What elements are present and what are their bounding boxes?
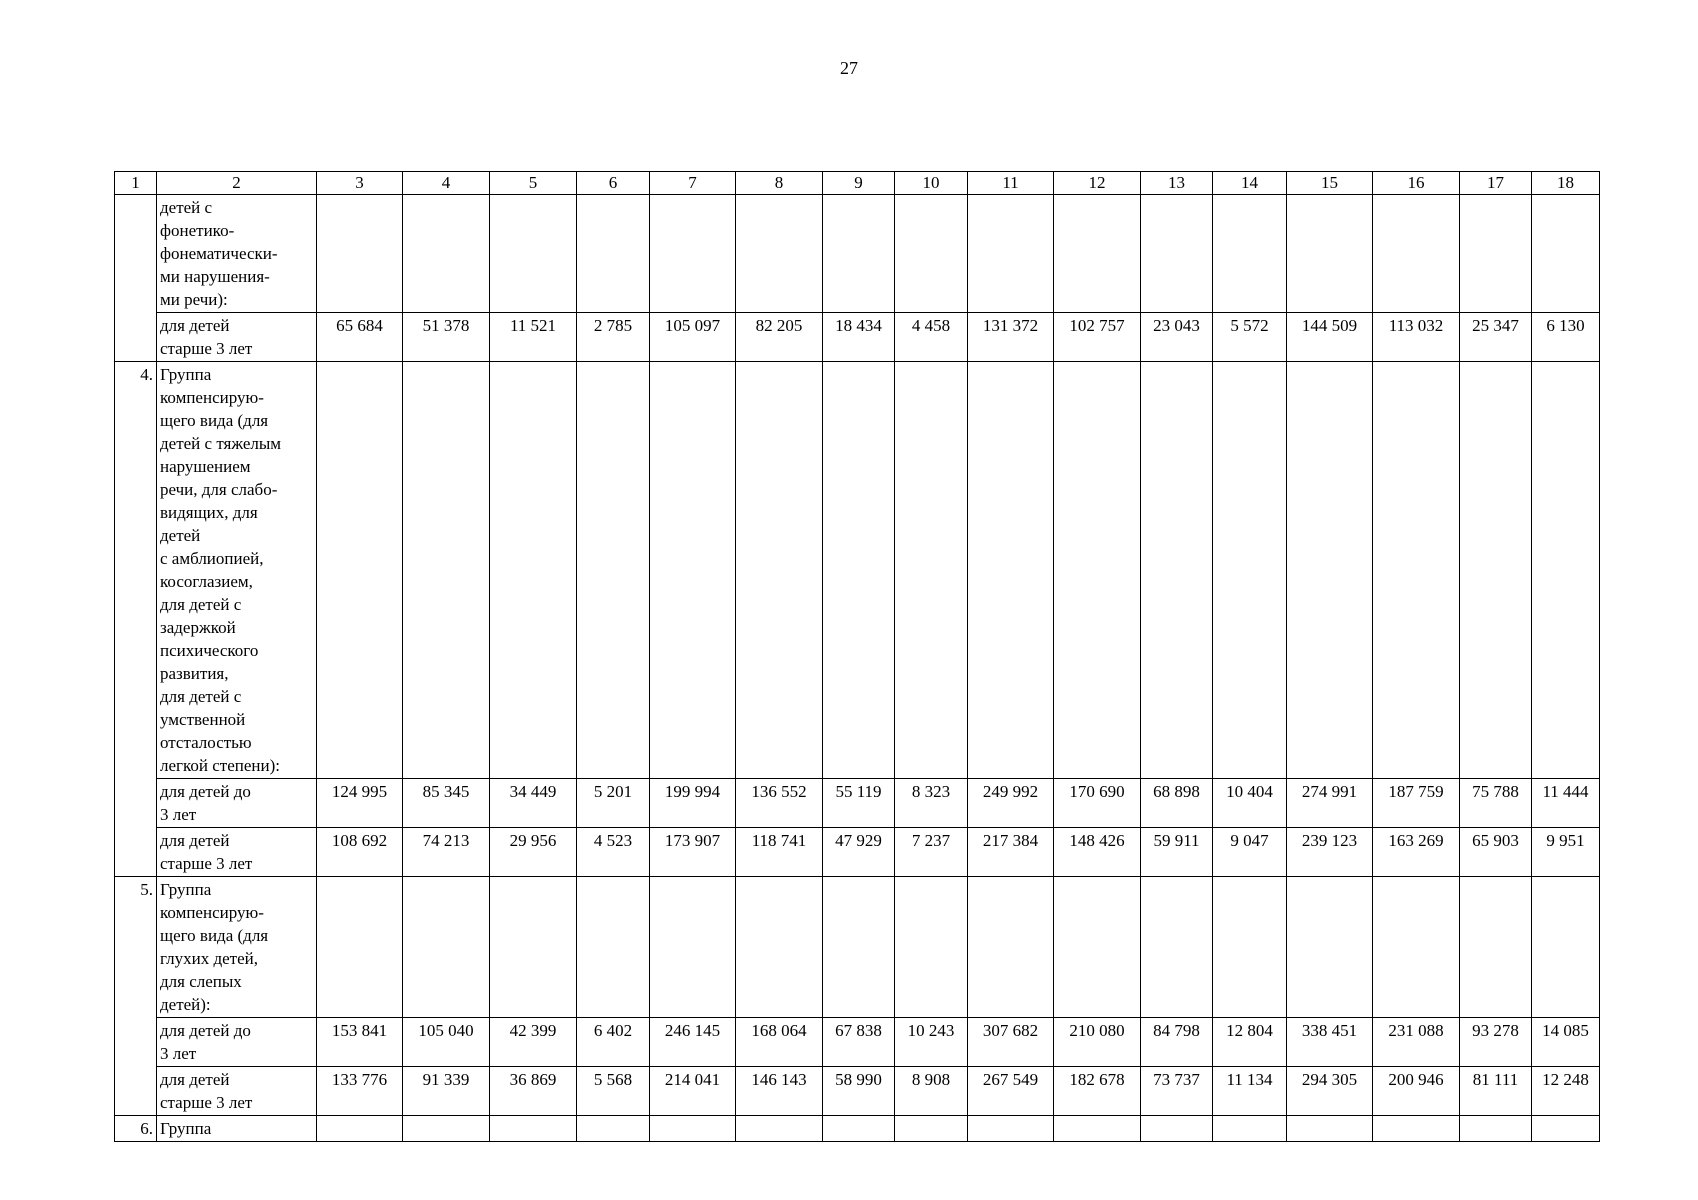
value-cell-col-8	[736, 877, 823, 1018]
value-cell-col-18: 6 130	[1532, 313, 1600, 362]
table-row	[115, 828, 1600, 877]
row-number: 6.	[115, 1116, 157, 1142]
value-cell-col-12: 170 690	[1054, 779, 1141, 828]
value-cell-col-14: 10 404	[1213, 779, 1287, 828]
column-number-2: 2	[157, 172, 317, 195]
value-cell-col-8: 118 741	[736, 828, 823, 877]
value-cell-col-6: 5 201	[577, 779, 650, 828]
value-cell-col-13	[1141, 195, 1213, 313]
row-label: детей с фонетико- фонематически- ми нарушения- ми речи):	[157, 195, 317, 313]
value-cell-col-8	[736, 1116, 823, 1142]
value-cell-col-16: 163 269	[1373, 828, 1460, 877]
value-cell-col-7: 214 041	[650, 1067, 736, 1116]
table-row	[115, 779, 1600, 828]
value-cell-col-8: 168 064	[736, 1018, 823, 1067]
value-cell-col-9	[823, 195, 895, 313]
value-cell-col-4: 91 339	[403, 1067, 490, 1116]
value-cell-col-16: 231 088	[1373, 1018, 1460, 1067]
value-cell-col-5	[490, 1116, 577, 1142]
value-cell-col-10: 7 237	[895, 828, 968, 877]
value-cell-col-4: 51 378	[403, 313, 490, 362]
value-cell-col-18	[1532, 195, 1600, 313]
value-cell-col-12: 102 757	[1054, 313, 1141, 362]
column-number-16: 16	[1373, 172, 1460, 195]
value-cell-col-14	[1213, 195, 1287, 313]
column-number-1: 1	[115, 172, 157, 195]
value-cell-col-18: 12 248	[1532, 1067, 1600, 1116]
value-cell-col-13: 84 798	[1141, 1018, 1213, 1067]
value-cell-col-16	[1373, 362, 1460, 779]
value-cell-col-9	[823, 362, 895, 779]
value-cell-col-11	[968, 1116, 1054, 1142]
value-cell-col-9: 67 838	[823, 1018, 895, 1067]
value-cell-col-4	[403, 877, 490, 1018]
value-cell-col-12: 182 678	[1054, 1067, 1141, 1116]
row-label: Группа компенсирую- щего вида (для глухих детей, для слепых детей):	[157, 877, 317, 1018]
table-row	[115, 1067, 1600, 1116]
value-cell-col-12	[1054, 877, 1141, 1018]
value-cell-col-17: 81 111	[1460, 1067, 1532, 1116]
value-cell-col-10: 8 323	[895, 779, 968, 828]
value-cell-col-18	[1532, 362, 1600, 779]
column-number-12: 12	[1054, 172, 1141, 195]
value-cell-col-3	[317, 195, 403, 313]
value-cell-col-3	[317, 877, 403, 1018]
value-cell-col-8: 82 205	[736, 313, 823, 362]
value-cell-col-15: 338 451	[1287, 1018, 1373, 1067]
value-cell-col-17: 93 278	[1460, 1018, 1532, 1067]
row-number: 5.	[115, 877, 157, 1018]
value-cell-col-16	[1373, 195, 1460, 313]
value-cell-col-14	[1213, 362, 1287, 779]
column-number-3: 3	[317, 172, 403, 195]
value-cell-col-14	[1213, 877, 1287, 1018]
value-cell-col-12	[1054, 1116, 1141, 1142]
value-cell-col-10	[895, 195, 968, 313]
value-cell-col-10: 10 243	[895, 1018, 968, 1067]
value-cell-col-15	[1287, 1116, 1373, 1142]
value-cell-col-7: 105 097	[650, 313, 736, 362]
value-cell-col-3: 65 684	[317, 313, 403, 362]
value-cell-col-10	[895, 1116, 968, 1142]
value-cell-col-3	[317, 362, 403, 779]
row-number	[115, 828, 157, 877]
value-cell-col-18: 9 951	[1532, 828, 1600, 877]
row-number	[115, 1067, 157, 1116]
row-label: для детей до 3 лет	[157, 779, 317, 828]
value-cell-col-10	[895, 877, 968, 1018]
row-number	[115, 779, 157, 828]
value-cell-col-5	[490, 195, 577, 313]
page-number: 27	[840, 58, 858, 78]
value-cell-col-12: 148 426	[1054, 828, 1141, 877]
value-cell-col-7	[650, 362, 736, 779]
value-cell-col-14: 9 047	[1213, 828, 1287, 877]
value-cell-col-6: 6 402	[577, 1018, 650, 1067]
table-row	[115, 1116, 1600, 1142]
value-cell-col-15: 274 991	[1287, 779, 1373, 828]
row-label: для детей старше 3 лет	[157, 1067, 317, 1116]
column-number-11: 11	[968, 172, 1054, 195]
value-cell-col-7	[650, 1116, 736, 1142]
value-cell-col-5: 42 399	[490, 1018, 577, 1067]
value-cell-col-7: 199 994	[650, 779, 736, 828]
table-body	[115, 172, 1600, 1142]
value-cell-col-13: 68 898	[1141, 779, 1213, 828]
table-row	[115, 877, 1600, 1018]
value-cell-col-14: 5 572	[1213, 313, 1287, 362]
value-cell-col-15: 144 509	[1287, 313, 1373, 362]
value-cell-col-18	[1532, 1116, 1600, 1142]
value-cell-col-3	[317, 1116, 403, 1142]
value-cell-col-15	[1287, 877, 1373, 1018]
column-number-13: 13	[1141, 172, 1213, 195]
value-cell-col-8	[736, 362, 823, 779]
column-number-row	[115, 172, 1600, 195]
table-row	[115, 362, 1600, 779]
value-cell-col-6	[577, 877, 650, 1018]
value-cell-col-4: 105 040	[403, 1018, 490, 1067]
value-cell-col-9: 18 434	[823, 313, 895, 362]
value-cell-col-12: 210 080	[1054, 1018, 1141, 1067]
column-number-9: 9	[823, 172, 895, 195]
value-cell-col-11	[968, 362, 1054, 779]
column-number-8: 8	[736, 172, 823, 195]
tariff-table	[114, 171, 1600, 1142]
value-cell-col-17	[1460, 877, 1532, 1018]
value-cell-col-12	[1054, 362, 1141, 779]
value-cell-col-17	[1460, 195, 1532, 313]
value-cell-col-5: 29 956	[490, 828, 577, 877]
value-cell-col-8: 146 143	[736, 1067, 823, 1116]
value-cell-col-11	[968, 877, 1054, 1018]
value-cell-col-4	[403, 1116, 490, 1142]
value-cell-col-7	[650, 877, 736, 1018]
column-number-18: 18	[1532, 172, 1600, 195]
column-number-7: 7	[650, 172, 736, 195]
column-number-10: 10	[895, 172, 968, 195]
value-cell-col-4	[403, 195, 490, 313]
value-cell-col-18: 11 444	[1532, 779, 1600, 828]
value-cell-col-5: 34 449	[490, 779, 577, 828]
value-cell-col-9	[823, 1116, 895, 1142]
value-cell-col-10	[895, 362, 968, 779]
value-cell-col-17	[1460, 1116, 1532, 1142]
value-cell-col-18	[1532, 877, 1600, 1018]
value-cell-col-10: 8 908	[895, 1067, 968, 1116]
value-cell-col-7	[650, 195, 736, 313]
value-cell-col-14	[1213, 1116, 1287, 1142]
value-cell-col-13	[1141, 1116, 1213, 1142]
value-cell-col-3: 108 692	[317, 828, 403, 877]
value-cell-col-17: 25 347	[1460, 313, 1532, 362]
value-cell-col-17: 75 788	[1460, 779, 1532, 828]
value-cell-col-15: 239 123	[1287, 828, 1373, 877]
value-cell-col-11: 249 992	[968, 779, 1054, 828]
value-cell-col-13: 73 737	[1141, 1067, 1213, 1116]
row-label: для детей старше 3 лет	[157, 313, 317, 362]
value-cell-col-5	[490, 877, 577, 1018]
value-cell-col-5: 36 869	[490, 1067, 577, 1116]
value-cell-col-13: 23 043	[1141, 313, 1213, 362]
value-cell-col-4: 74 213	[403, 828, 490, 877]
value-cell-col-17: 65 903	[1460, 828, 1532, 877]
table-row	[115, 195, 1600, 313]
value-cell-col-13: 59 911	[1141, 828, 1213, 877]
row-number: 4.	[115, 362, 157, 779]
value-cell-col-5	[490, 362, 577, 779]
value-cell-col-4	[403, 362, 490, 779]
value-cell-col-7: 173 907	[650, 828, 736, 877]
value-cell-col-3: 124 995	[317, 779, 403, 828]
row-number	[115, 313, 157, 362]
value-cell-col-8: 136 552	[736, 779, 823, 828]
value-cell-col-11: 307 682	[968, 1018, 1054, 1067]
value-cell-col-6: 2 785	[577, 313, 650, 362]
column-number-6: 6	[577, 172, 650, 195]
value-cell-col-6	[577, 1116, 650, 1142]
row-number	[115, 1018, 157, 1067]
value-cell-col-14: 12 804	[1213, 1018, 1287, 1067]
value-cell-col-6	[577, 195, 650, 313]
value-cell-col-8	[736, 195, 823, 313]
value-cell-col-10: 4 458	[895, 313, 968, 362]
value-cell-col-15	[1287, 362, 1373, 779]
column-number-14: 14	[1213, 172, 1287, 195]
column-number-4: 4	[403, 172, 490, 195]
value-cell-col-4: 85 345	[403, 779, 490, 828]
value-cell-col-16: 113 032	[1373, 313, 1460, 362]
value-cell-col-16: 200 946	[1373, 1067, 1460, 1116]
value-cell-col-3: 153 841	[317, 1018, 403, 1067]
table-row	[115, 1018, 1600, 1067]
value-cell-col-12	[1054, 195, 1141, 313]
table-row	[115, 313, 1600, 362]
column-number-17: 17	[1460, 172, 1532, 195]
column-number-15: 15	[1287, 172, 1373, 195]
column-number-5: 5	[490, 172, 577, 195]
row-label: для детей старше 3 лет	[157, 828, 317, 877]
value-cell-col-11: 131 372	[968, 313, 1054, 362]
value-cell-col-7: 246 145	[650, 1018, 736, 1067]
value-cell-col-16: 187 759	[1373, 779, 1460, 828]
value-cell-col-16	[1373, 1116, 1460, 1142]
value-cell-col-14: 11 134	[1213, 1067, 1287, 1116]
value-cell-col-11: 217 384	[968, 828, 1054, 877]
value-cell-col-9	[823, 877, 895, 1018]
value-cell-col-18: 14 085	[1532, 1018, 1600, 1067]
value-cell-col-6: 4 523	[577, 828, 650, 877]
value-cell-col-9: 47 929	[823, 828, 895, 877]
row-label: для детей до 3 лет	[157, 1018, 317, 1067]
value-cell-col-9: 55 119	[823, 779, 895, 828]
value-cell-col-11	[968, 195, 1054, 313]
value-cell-col-15: 294 305	[1287, 1067, 1373, 1116]
value-cell-col-5: 11 521	[490, 313, 577, 362]
value-cell-col-16	[1373, 877, 1460, 1018]
value-cell-col-13	[1141, 877, 1213, 1018]
row-number	[115, 195, 157, 313]
value-cell-col-3: 133 776	[317, 1067, 403, 1116]
value-cell-col-11: 267 549	[968, 1067, 1054, 1116]
value-cell-col-6	[577, 362, 650, 779]
row-label: Группа компенсирую- щего вида (для детей с тяжелым нарушением речи, для слабо- видящих, для детей с амблиопией, косоглазием, для детей с задержкой психического развития, для детей с умственной отсталостью легкой степени):	[157, 362, 317, 779]
row-label: Группа	[157, 1116, 317, 1142]
value-cell-col-9: 58 990	[823, 1067, 895, 1116]
value-cell-col-6: 5 568	[577, 1067, 650, 1116]
value-cell-col-13	[1141, 362, 1213, 779]
value-cell-col-17	[1460, 362, 1532, 779]
value-cell-col-15	[1287, 195, 1373, 313]
